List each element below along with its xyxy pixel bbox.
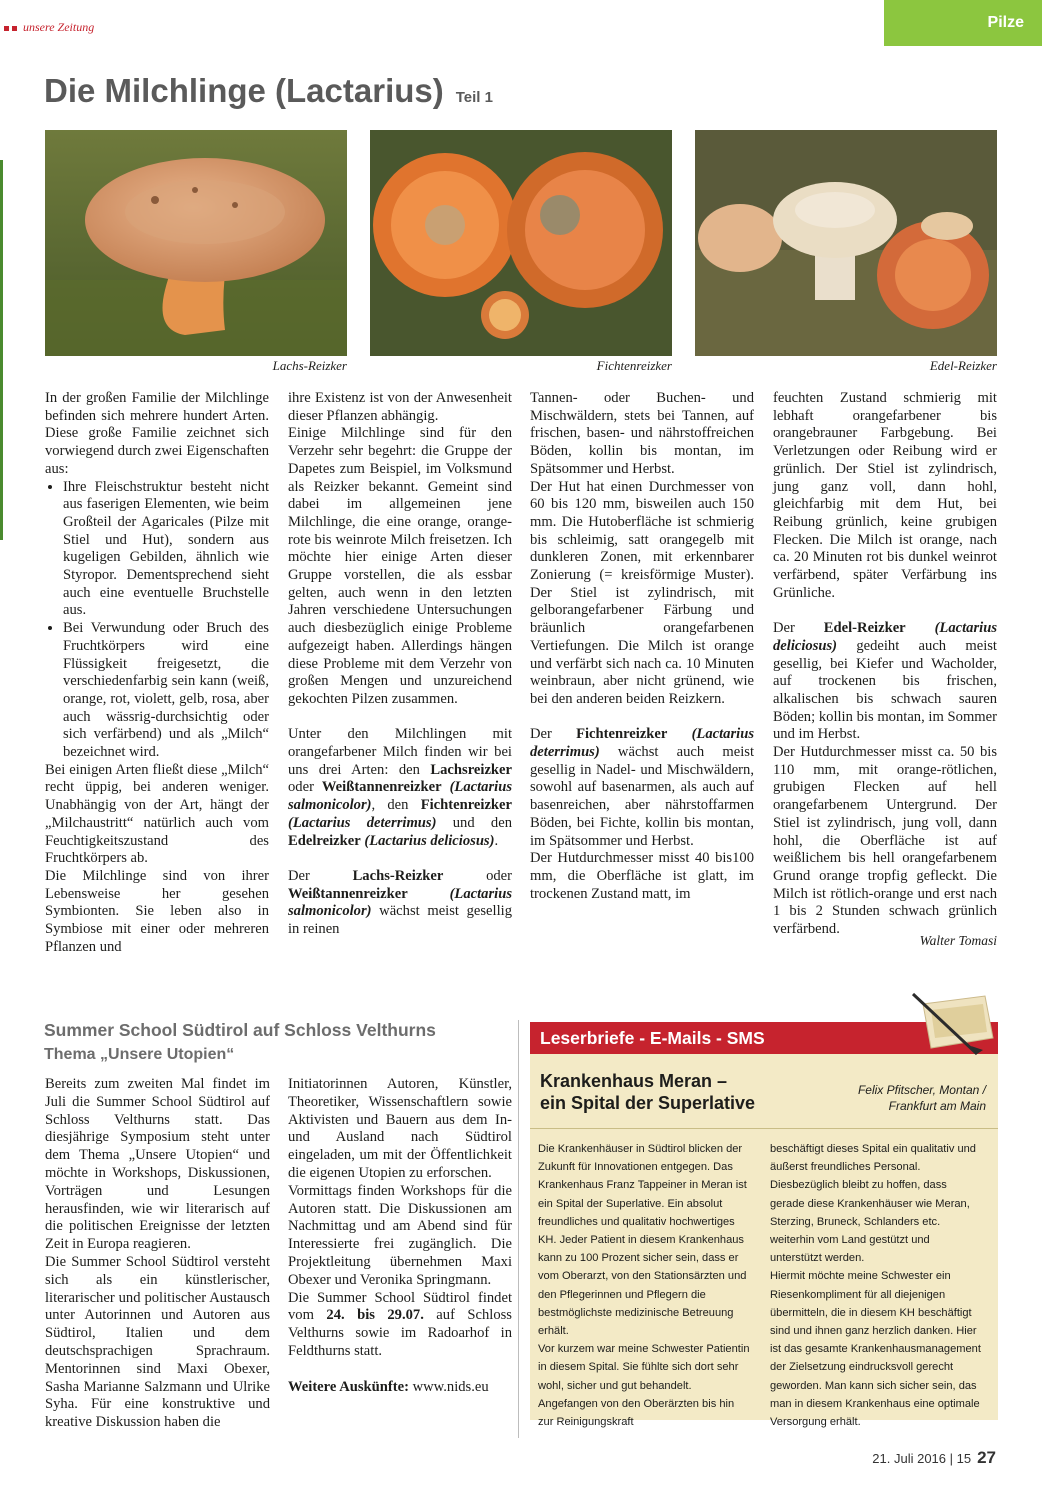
latin-name: (Lactarius deliciosus) <box>364 832 495 849</box>
paragraph <box>530 726 754 850</box>
text-run: oder <box>443 867 512 884</box>
species-name: Lachsreizker <box>430 761 512 778</box>
masthead-logo: unsere Zeitung <box>23 20 95 34</box>
letter-title-line: Krankenhaus Meran – <box>540 1071 728 1091</box>
text-run: oder <box>288 779 322 796</box>
latin-name: (Lactarius deterrimus) <box>530 726 754 761</box>
text-run <box>442 779 450 795</box>
paragraph-gap <box>288 1361 512 1379</box>
letter-column-1 <box>538 1140 752 1431</box>
bullet-list <box>45 479 269 762</box>
article-title-text: Die Milchlinge (Lactarius) <box>44 72 444 109</box>
letters-header-label: Leserbriefe - E-Mails - SMS <box>540 1027 765 1048</box>
paragraph: feuchten Zustand schmierig mit lebhaft orangefarbener bis orangebrauner Farbgebung. Bei Verletzungen oder Reibung wird er grünlich. Der Stiel ist zylindrisch, jung ganz voll, dann hohl, gleichfarbig mit dem Hut, bei Reibung grünlich, keine grubigen Flecken. Die Milch ist orange, nach ca. 20 Minuten rot bis dunkel weinrot verfärbend, später Verfärbung ins Grünliche. <box>773 390 997 601</box>
paragraph: Vor kurzem war meine Schwester Patientin in diesem Spital. Sie fühlte sich dort sehr wohl, sicher und gut behandelt. Angefangen von den Oberärzten bis hin zur Reinigungskraft <box>538 1343 750 1429</box>
paragraph: Vormittags finden Workshops für die Autoren statt. Die Diskussionen am Nachmittag und am Abend sind für Interessierte frei zugänglich. Die Projektleitung übernehmen Maxi Obexer und Veronika Springmann. <box>288 1182 512 1288</box>
paragraph <box>773 620 997 744</box>
paragraph: Der Hutdurchmesser misst ca. 50 bis 110 mm, mit orange-rötlichen, grubigen Flecken auf hell orangefarbenem Untergrund. Der Stiel ist zylindrisch, jung voll, dann hohl, die Oberfläche ist auf weißlichem bis hell orangefarbenem Grund orange tropfig gefleckt. Die Milch ist rötlich-orange und erst nach 1 bis 2 Stunden schwach grünlich verfärbend. <box>773 744 997 938</box>
letter-author-line: Frankfurt am Main <box>888 1099 986 1113</box>
summer-school-subtitle: Thema „Unsere Utopien“ <box>44 1046 235 1063</box>
latin-name: (Lactarius deliciosus) <box>773 620 997 654</box>
paragraph-gap <box>288 850 512 868</box>
info-label: Weitere Auskünfte: <box>288 1378 409 1395</box>
page-number: 27 <box>977 1448 996 1467</box>
masthead-square-icon <box>4 26 9 31</box>
article-author: Walter Tomasi <box>919 933 997 948</box>
text-run: gedeiht auch meist gesellig, bei Kiefer und Wacholder, auf trockenen bis frischen, alkalischen bis schwach sauren Böden; kollin bis montan, im Sommer und im Herbst. <box>773 637 997 743</box>
paragraph: Hiermit möchte meine Schwester ein Riesenkompliment für all diejenigen übermitteln, die in diesem KH beschäftigt sind und ihnen ganz herzlich danken. Hier ist das gesamte Krankenhausmanagement der Zielsetzung eindrucksvoll gerecht geworden. Man kann sich sicher sein, das man in diesem Krankenhaus eine optimale Versorgung erhält. <box>770 1270 981 1429</box>
paragraph: beschäftigt dieses Spital ein qualitativ und äußerst freundliches Personal. Diesbezüglich bleibt zu hoffen, dass gerade diese Krankenhäuser wie Meran, Sterzing, Bruneck, Schlanders etc. weiterhin vom Land gestützt und unterstützt werden. <box>770 1143 976 1265</box>
species-name: Fichtenreizker <box>576 726 668 743</box>
website-link[interactable]: www.nids.eu <box>408 1378 489 1395</box>
paragraph <box>288 726 512 850</box>
text-run <box>408 886 450 902</box>
paragraph: Bei einigen Arten fließt diese „Milch“ recht üppig, bei anderen weniger. Unabhängig von der Art, hängt der „Milchaustritt“ natürlich auch vom Feuchtigkeitszustand des Fruchtkörpers ab. <box>45 761 269 867</box>
paragraph: Die Summer School Südtirol versteht sich als ein künstlerischer, literarischer und politischer Austausch unter Autorinnen und Autoren aus Südtirol, Italien und dem deutschsprachigen Sprachraum. Mentorinnen sind Maxi Obexer, Sasha Marianne Salzmann und Ulrike Syha. Für eine konstruktive und kreative Diskussion haben die <box>45 1253 270 1431</box>
letter-title-line: ein Spital der Superlative <box>540 1093 756 1113</box>
paragraph <box>288 868 512 939</box>
text-run: und den <box>436 814 512 831</box>
species-name: Weißtannenreizker <box>321 779 442 796</box>
paragraph: Der Hutdurchmesser misst 40 bis100 mm, die Oberfläche ist glatt, im trockenen Zustand matt, im <box>530 850 754 902</box>
text-run: Die Summer School Südtirol findet vom <box>288 1289 512 1324</box>
summer-school-column-1 <box>45 1076 270 1432</box>
paragraph: Einige Milchlinge sind für den Verzehr sehr begehrt: die Gruppe der Dapetes zum Beispiel, im Volksmund als Reizker bekannt. Gemeint sind dabei im allgemeinen jene Milchlinge, die eine orange, orange-rote bis weinrote Milch freisetzen. Ich möchte hier einige Arten dieser Gruppe vorstellen, die als essbar gelten, auch wenn in den letzten Jahren verschiedene Untersuchungen auch diesbezüglich einige Probleme aufgezeigt haben. Allerdings hängen diese Probleme mit dem Verzehr von großen Mengen und unzureichend gekochten Pilzen zusammen. <box>288 425 512 707</box>
summer-school-column-2 <box>288 1076 512 1396</box>
left-rule <box>0 160 3 540</box>
article-column-3 <box>530 390 754 903</box>
list-item: • Ihre Fleischstruktur besteht nicht aus faserigen Elementen, wie beim Großteil der Agaricales (Pilze mit Stiel und Hut), sondern aus kugeligen Gebilden, ähnlich wie Styropor. Dementsprechend sieht auch eine eventuelle Bruchstelle aus. <box>63 479 269 621</box>
species-name: Edelreizker <box>288 832 361 849</box>
species-name: Weißtannenreizker <box>288 885 408 902</box>
column-divider <box>518 1020 519 1438</box>
text-run: Der <box>530 726 577 743</box>
list-item: • Bei Verwundung oder Bruch des Fruchtkörpers wird eine Flüssigkeit freigesetzt, die verschiedenfarbig sein kann (weiß, orange, rot, violett, gelb, rosa, aber auch wässrig-durchsichtig oder sich verfärbend) und als „Milch“ bezeichnet wird. <box>63 620 269 762</box>
photo-edel-reizker <box>695 130 997 356</box>
section-label: Pilze <box>987 14 1024 31</box>
latin-name: (Lactarius salmonicolor) <box>288 779 512 814</box>
text-run: . <box>494 832 499 849</box>
latin-name: (Lactarius deterrimus) <box>288 814 437 831</box>
section-tab <box>884 0 1042 46</box>
paragraph-gap <box>288 709 512 727</box>
paragraph: Bereits zum zweiten Mal findet im Juli die Summer School Südtirol auf Schloss Velthurns statt. Das diesjährige Symposium steht unter dem Thema „Unsere Utopien“ und möchte in Workshops, Diskussionen, Vorträgen und Lesungen herausfinden, wie wir literarisch auf die politischen Ereignisse der letzten Zeit in Europa reagieren. <box>45 1076 270 1253</box>
summer-school-title: Summer School Südtirol auf Schloss Velthurns <box>44 1020 436 1040</box>
paragraph: Tannen- oder Buchen- und Mischwäldern, stets bei Tannen, auf frischen, basen- und nährstoffreichen Böden, kollin bis montan, im Spätsommer und Herbst. <box>530 390 754 477</box>
article-column-1 <box>45 390 269 957</box>
page-footer <box>760 1448 996 1468</box>
photo-lachs-reizker <box>45 130 347 356</box>
masthead-square-icon <box>12 26 17 31</box>
species-name: Fichtenreizker <box>420 797 512 814</box>
paragraph: Die Krankenhäuser in Südtirol blicken der Zukunft für Innovationen entgegen. Das Krankenhaus Franz Tappeiner in Meran ist ein Spital der Superlative. Ein absolut freundliches und qualitativ hochwertiges KH. Jeder Patient in diesem Krankenhaus kann zu 100 Prozent sicher sein, dass er vom Oberarzt, von den Stationsärzten und den Pflegerinnen und Pflegern die bestmöglichste medizinische Betreuung erhält. <box>538 1143 747 1338</box>
letter-column-2 <box>770 1140 984 1431</box>
photo-fichtenreizker <box>370 130 672 356</box>
masthead <box>4 20 94 35</box>
photo-caption: Edel-Reizker <box>929 358 997 373</box>
letter-quill-icon <box>905 990 1000 1058</box>
text-run <box>906 620 935 636</box>
letters-rule <box>530 1128 998 1129</box>
text-run: auf Schloss Velthurns sowie im Radoarhof in Feldthurns statt. <box>288 1307 512 1359</box>
species-name: Lachs-Reizker <box>352 867 444 884</box>
letter-author <box>800 1082 986 1114</box>
paragraph <box>288 1290 512 1361</box>
paragraph: ihre Existenz ist von der Anwesenheit dieser Pflanzen abhängig. <box>288 390 512 424</box>
text-run: Der <box>288 867 353 884</box>
article-title <box>44 72 493 110</box>
text-run: wächst meist gesellig in reinen <box>288 903 512 938</box>
letter-author-line: Felix Pfitscher, Montan / <box>857 1083 986 1097</box>
issue-date: 21. Juli 2016 | 15 <box>872 1451 972 1466</box>
article-column-2 <box>288 390 512 939</box>
text-run: , den <box>371 797 421 814</box>
paragraph <box>288 1379 512 1397</box>
text-run: Der <box>773 620 824 637</box>
text-run: Unter den Milchlingen mit orangefarbener Milch finden wir bei uns drei Arten: den <box>288 726 512 778</box>
paragraph: Die Milchlinge sind von ihrer Lebensweise her gesehen Symbionten. Sie leben also in Symbiose mit einer oder mehreren Pflanzen und <box>45 867 269 955</box>
letter-title <box>540 1070 755 1114</box>
event-dates: 24. bis 29.07. <box>326 1307 424 1324</box>
paragraph: Initiatorinnen Autoren, Künstler, Theoretiker, Wissenschaftlern sowie Aktivisten und Bauern aus dem In- und Ausland nach Südtirol eingeladen, um mit der Öffentlichkeit die eigenen Utopien zu erforschen. <box>288 1076 512 1181</box>
text-run <box>667 726 691 742</box>
latin-name: (Lactarius salmonicolor) <box>288 885 512 920</box>
paragraph-gap <box>530 709 754 727</box>
paragraph-gap <box>773 602 997 620</box>
paragraph: In der großen Familie der Milchlinge befinden sich mehrere hundert Arten. Diese große Familie zeichnet sich vorwiegend durch zwei Eigenschaften aus: <box>45 390 269 477</box>
article-column-4 <box>773 390 997 939</box>
photo-caption: Fichtenreizker <box>596 358 672 373</box>
paragraph: Der Hut hat einen Durchmesser von 60 bis 120 mm, bisweilen auch 150 mm. Die Hutoberfläche ist schmierig bis schleimig, satt orangegelb mit dunkleren Zonen, mit erkennbarer Zonierung (= kreisförmige Muster). Der Stiel ist zylindrisch, mit gelborangefarbener Färbung und bräunlich orangefarbenen Vertiefungen. Die Milch ist orange und verfärbt sich nach ca. 10 Minuten weinbraun, aber nicht grünend, wie bei den anderen beiden Reizkern. <box>530 478 754 707</box>
species-name: Edel-Reizker <box>823 620 906 637</box>
photo-caption: Lachs-Reizker <box>272 358 347 373</box>
article-part-label: Teil 1 <box>455 89 493 106</box>
text-run: wächst auch meist gesellig in Nadel- und Mischwäldern, sowohl auf basenarmen, als auch auf basenreichen, aber nährstoffarmen Böden, bei Fichte, kollin bis montan, im Spätsommer und Herbst. <box>530 744 754 849</box>
